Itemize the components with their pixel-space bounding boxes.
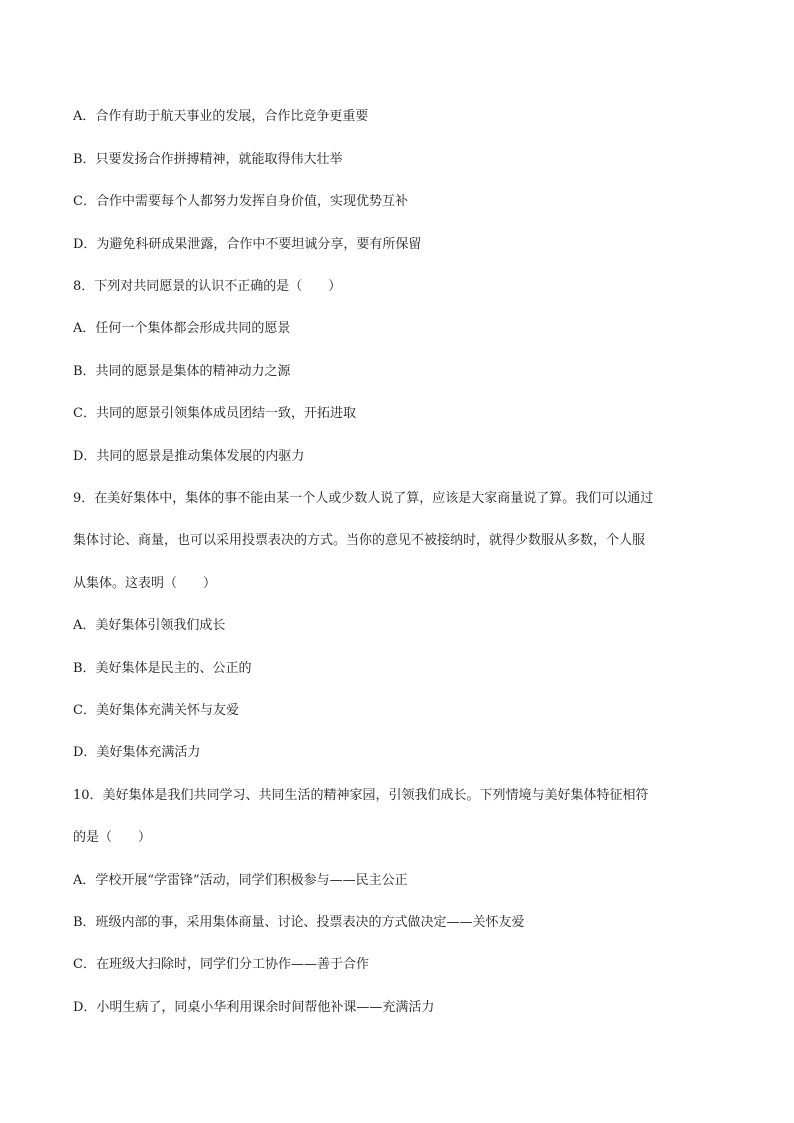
- option-9d: D．美好集体充满活力: [73, 745, 201, 760]
- option-7b: B．只要发扬合作拼搏精神，就能取得伟大壮举: [73, 152, 343, 167]
- question-8: 8．下列对共同愿景的认识不正确的是（ ）: [73, 279, 342, 294]
- option-8d: D．共同的愿景是推动集体发展的内驱力: [73, 449, 305, 464]
- option-9b: B．美好集体是民主的、公正的: [73, 661, 252, 676]
- option-9a: A．美好集体引领我们成长: [73, 618, 226, 633]
- option-10b: B．班级内部的事，采用集体商量、讨论、投票表决的方式做决定——关怀友爱: [73, 915, 525, 930]
- option-10a: A．学校开展“学雷锋”活动，同学们积极参与——民主公正: [73, 873, 408, 888]
- question-9-line-3: 从集体。这表明（ ）: [73, 576, 217, 591]
- option-8c: C．共同的愿景引领集体成员团结一致，开拓进取: [73, 406, 356, 421]
- option-10d: D．小明生病了，同桌小华利用课余时间帮他补课——充满活力: [73, 1000, 435, 1015]
- option-7c: C．合作中需要每个人都努力发挥自身价值，实现优势互补: [73, 194, 408, 209]
- question-10-line-1: 10．美好集体是我们共同学习、共同生活的精神家园，引领我们成长。下列情境与美好集体特征相符: [73, 788, 649, 803]
- option-7a: A．合作有助于航天事业的发展，合作比竞争更重要: [73, 109, 369, 124]
- question-9-line-2: 集体讨论、商量，也可以采用投票表决的方式。当你的意见不被接纳时，就得少数服从多数，个人服: [73, 533, 646, 548]
- option-9c: C．美好集体充满关怀与友爱: [73, 703, 239, 718]
- question-9-line-1: 9．在美好集体中，集体的事不能由某一个人或少数人说了算，应该是大家商量说了算。我们可以通过: [73, 491, 654, 506]
- option-8a: A．任何一个集体都会形成共同的愿景: [73, 321, 291, 336]
- option-8b: B．共同的愿景是集体的精神动力之源: [73, 364, 291, 379]
- option-7d: D．为避免科研成果泄露，合作中不要坦诚分享，要有所保留: [73, 237, 422, 252]
- option-10c: C．在班级大扫除时，同学们分工协作——善于合作: [73, 957, 369, 972]
- question-10-line-2: 的是（ ）: [73, 830, 152, 845]
